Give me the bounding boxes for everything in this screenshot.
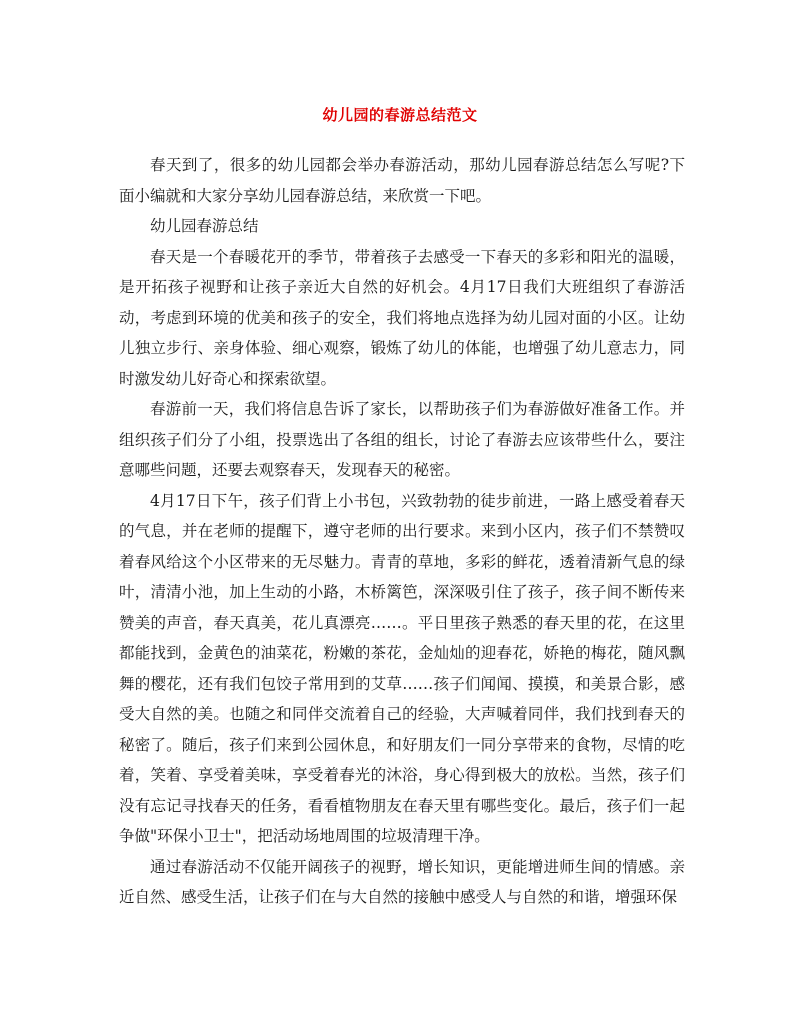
document-body: [119, 150, 685, 913]
paragraph-intro: 春天到了，很多的幼儿园都会举办春游活动，那幼儿园春游总结怎么写呢?下面小编就和大家分享幼儿园春游总结，来欣赏一下吧。: [119, 156, 685, 205]
paragraph-subheading: 幼儿园春游总结: [150, 217, 259, 235]
paragraph-spring-intro: 春天是一个春暖花开的季节，带着孩子去感受一下春天的多彩和阳光的温暖，是开拓孩子视野和让孩子亲近大自然的好机会。4月17日我们大班组织了春游活动，考虑到环境的优美和孩子的安全，我们将地点选择为幼儿园对面的小区。让幼儿独立步行、亲身体验、细心观察，锻炼了幼儿的体能，也增强了幼儿意志力，同时激发幼儿好奇心和探索欲望。: [119, 247, 685, 388]
paragraph-conclusion: 通过春游活动不仅能开阔孩子的视野，增长知识，更能增进师生间的情感。亲近自然、感受生活，让孩子们在与大自然的接触中感受人与自然的和谐，增强环保: [119, 857, 685, 906]
paragraph-preparation: 春游前一天，我们将信息告诉了家长，以帮助孩子们为春游做好准备工作。并组织孩子们分了小组，投票选出了各组的组长，讨论了春游去应该带些什么，要注意哪些问题，还要去观察春天，发现春天的秘密。: [119, 400, 685, 479]
paragraph-outing: 4月17日下午，孩子们背上小书包，兴致勃勃的徒步前进，一路上感受着春天的气息，并在老师的提醒下，遵守老师的出行要求。来到小区内，孩子们不禁赞叹着春风给这个小区带来的无尽魅力。青青的草地，多彩的鲜花，透着清新气息的绿叶，清清小池，加上生动的小路，木桥篱笆，深深吸引住了孩子，孩子间不断传来赞美的声音，春天真美，花儿真漂亮……。平日里孩子熟悉的春天里的花，在这里都能找到，金黄色的油菜花，粉嫩的茶花，金灿灿的迎春花，娇艳的梅花，随风飘舞的樱花，还有我们包饺子常用到的艾草……孩子们闻闻、摸摸，和美景合影，感受大自然的美。也随之和同伴交流着自己的经验，大声喊着同伴，我们找到春天的秘密了。随后，孩子们来到公园休息，和好朋友们一同分享带来的食物，尽情的吃着，笑着、享受着美味，享受着春光的沐浴，身心得到极大的放松。当然，孩子们没有忘记寻找春天的任务，看看植物朋友在春天里有哪些变化。最后，孩子们一起争做"环保小卫士"，把活动场地周围的垃圾清理干净。: [119, 491, 685, 845]
document-title: 幼儿园的春游总结范文: [322, 106, 478, 124]
